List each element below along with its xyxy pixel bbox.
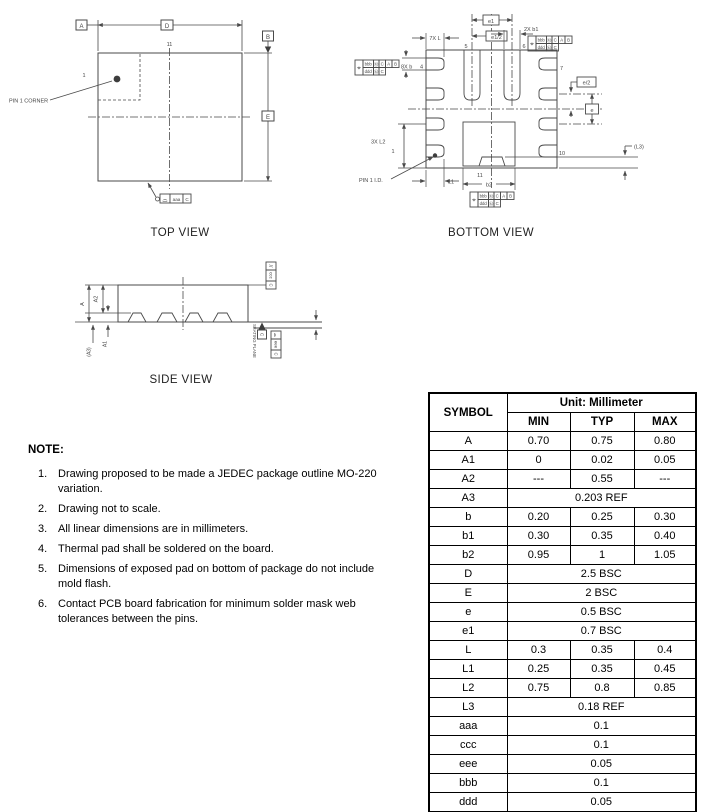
table-row [429, 660, 696, 679]
table-cell: 0.35 [570, 527, 634, 546]
note-number: 2. [38, 503, 48, 515]
note-item [28, 522, 400, 537]
table-cell: 0.1 [507, 774, 696, 793]
thermal-pad-notch [479, 157, 505, 166]
table-row [429, 546, 696, 565]
table-cell: 0.3 [507, 641, 570, 660]
table-cell: 0.45 [634, 660, 696, 679]
table-cell: 0.05 [507, 793, 696, 812]
note-number: 6. [38, 598, 48, 610]
note-text: Drawing proposed to be made a JEDEC package outline MO-220 variation. [58, 468, 377, 495]
table-cell: L2 [429, 679, 507, 698]
table-cell: 0.1 [507, 736, 696, 755]
table-cell: 0.4 [634, 641, 696, 660]
pin11-label: 11 [477, 173, 483, 179]
table-row [429, 432, 696, 451]
note-number: 4. [38, 543, 48, 555]
table-cell: 0.5 BSC [507, 603, 696, 622]
dim-l3-label: (L3) [634, 144, 644, 151]
table-cell: E [429, 584, 507, 603]
fcf-ccc-datum: C [268, 283, 274, 287]
table-row [429, 527, 696, 546]
table-cell: b2 [429, 546, 507, 565]
note-number: 3. [38, 523, 48, 535]
table-cell: L1 [429, 660, 507, 679]
dimension-table [428, 392, 697, 812]
dim-table-body [429, 432, 696, 812]
table-cell: 1.05 [634, 546, 696, 565]
table-cell: e [429, 603, 507, 622]
lead-bumps [128, 313, 232, 322]
table-row [429, 603, 696, 622]
table-cell: 0.30 [634, 508, 696, 527]
pin11-label: 11 [166, 42, 173, 48]
table-row [429, 451, 696, 470]
symbol-header-cell: SYMBOL [429, 393, 507, 432]
table-cell: 0.30 [507, 527, 570, 546]
table-cell: 0.25 [570, 508, 634, 527]
dim-a2-label: A2 [93, 295, 100, 303]
table-row [429, 470, 696, 489]
table-row [429, 774, 696, 793]
notes-section [28, 443, 400, 632]
top-view-caption: TOP VIEW [150, 227, 210, 239]
table-row [429, 565, 696, 584]
table-cell: 0.35 [570, 660, 634, 679]
table-cell: D [429, 565, 507, 584]
table-cell: e1 [429, 622, 507, 641]
table-cell: ccc [429, 736, 507, 755]
table-row [429, 622, 696, 641]
table-cell: 0.18 REF [507, 698, 696, 717]
table-cell: 0.05 [634, 451, 696, 470]
table-cell: ddd [429, 793, 507, 812]
pin7-label: 7 [560, 66, 564, 72]
note-number: 1. [38, 468, 48, 480]
table-cell: 0.05 [507, 755, 696, 774]
table-cell: 0.8 [570, 679, 634, 698]
unit-header-cell: Unit: Millimeter [507, 393, 696, 413]
table-row [429, 755, 696, 774]
dim-e-label: E [265, 114, 271, 121]
pin1-label: 1 [391, 149, 395, 155]
dim-7xl-label: 7X L [429, 36, 441, 43]
dim-e-label: e [590, 107, 594, 114]
table-cell: 0.7 BSC [507, 622, 696, 641]
pin10-label: 10 [559, 151, 566, 157]
seating-plane-label: SEATING PLANE [252, 324, 257, 358]
table-cell: 0.20 [507, 508, 570, 527]
datum-b-label: B [265, 34, 271, 41]
table-row [429, 508, 696, 527]
dim-a-label: A [80, 302, 86, 306]
table-cell: 0.40 [634, 527, 696, 546]
dim-d-label: D [164, 23, 170, 30]
table-cell: 0.95 [507, 546, 570, 565]
dim-e1-label: e1 [487, 18, 495, 25]
dim-ehalf-label: e/2 [582, 80, 591, 87]
fcf-aaa-datum: C [185, 197, 189, 202]
table-cell: 0.02 [570, 451, 634, 470]
note-item [28, 597, 400, 627]
table-cell: 0.25 [507, 660, 570, 679]
table-row [429, 736, 696, 755]
dim-3xl2-label: 3X L2 [371, 139, 386, 146]
table-cell: 0.35 [570, 641, 634, 660]
fcf-eee-label: eee [273, 340, 279, 349]
table-cell: 0.203 REF [507, 489, 696, 508]
dim-2xb1-label: 2X b1 [524, 27, 539, 33]
table-cell: 0.55 [570, 470, 634, 489]
table-cell: A1 [429, 451, 507, 470]
package-outline-drawing: ⌖ bbb Ⓜ C A B ddd Ⓜ C A D B E 11 1 PIN 1 CORNER ⌓ aaa C e1 e1/2 7X L 2X b1 8X b 4 5 6 7 10 1 11 3X L2 PIN 1 I.D. L1 b2 e/2 e (L3) A A2 A1 (A3) // ccc C SEATING PLANE C ⌓ eee C [2, 1, 644, 358]
table-cell: 2 BSC [507, 584, 696, 603]
table-row [429, 793, 696, 812]
dim-a3-label: (A3) [86, 347, 93, 357]
datum-a-label: A [79, 23, 84, 30]
note-text: All linear dimensions are in millimeters. [58, 523, 249, 535]
pin1-marker-dot [114, 76, 121, 83]
fcf-ccc-label: ccc [268, 272, 274, 279]
table-cell: L3 [429, 698, 507, 717]
pin4-label: 4 [419, 64, 424, 71]
dim-l1-label: L1 [448, 179, 455, 186]
note-item [28, 502, 400, 517]
note-number: 5. [38, 563, 48, 575]
table-cell: 0.70 [507, 432, 570, 451]
notes-title: NOTE: [28, 444, 64, 456]
max-header-cell: MAX [634, 413, 696, 432]
table-cell: A [429, 432, 507, 451]
pin1-corner-label: PIN 1 CORNER [9, 98, 49, 105]
min-header-cell: MIN [507, 413, 570, 432]
table-cell: --- [507, 470, 570, 489]
table-cell: 0 [507, 451, 570, 470]
table-row [429, 584, 696, 603]
note-text: Contact PCB board fabrication for minimum solder mask web tolerances between the pins. [58, 598, 356, 625]
note-item [28, 562, 400, 592]
table-row [429, 698, 696, 717]
pin1-id-label: PIN 1 I.D. [359, 178, 383, 184]
dim-a1-label: A1 [102, 340, 109, 348]
profile-symbol-icon: ⌓ [162, 196, 168, 204]
dim-e1half-label: e1/2 [491, 34, 502, 41]
table-cell: 0.80 [634, 432, 696, 451]
table-cell: 0.85 [634, 679, 696, 698]
thermal-pad [463, 122, 515, 166]
dim-b2-label: b2 [485, 182, 493, 189]
table-cell: --- [634, 470, 696, 489]
note-text: Drawing not to scale. [58, 503, 161, 515]
note-text: Dimensions of exposed pad on bottom of package do not include mold flash. [58, 563, 375, 590]
typ-header-cell: TYP [570, 413, 634, 432]
table-row [429, 641, 696, 660]
bottom-view-drawing [355, 14, 644, 207]
top-view-drawing [9, 20, 274, 204]
fcf-aaa-label: aaa [172, 197, 181, 202]
dim-8xb-label: 8X b [401, 64, 413, 71]
note-text: Thermal pad shall be soldered on the board. [58, 543, 274, 555]
table-header-row [429, 393, 696, 413]
table-row [429, 489, 696, 508]
table-row [429, 717, 696, 736]
right-pads [539, 58, 557, 157]
table-cell: b [429, 508, 507, 527]
left-pads [426, 58, 444, 157]
table-row [429, 679, 696, 698]
table-cell: eee [429, 755, 507, 774]
table-cell: bbb [429, 774, 507, 793]
fcf-eee-datum: C [273, 352, 279, 356]
table-cell: 0.75 [507, 679, 570, 698]
bottom-view-caption: BOTTOM VIEW [448, 227, 534, 239]
side-view-drawing [75, 262, 322, 358]
table-cell: aaa [429, 717, 507, 736]
datum-c-label: C [259, 332, 265, 337]
pin1-label: 1 [82, 73, 86, 79]
pin5-label: 5 [464, 44, 468, 50]
table-cell: 0.1 [507, 717, 696, 736]
table-cell: 2.5 BSC [507, 565, 696, 584]
table-cell: b1 [429, 527, 507, 546]
profile-symbol-icon: ⌓ [272, 333, 278, 337]
table-cell: 0.75 [570, 432, 634, 451]
note-item [28, 542, 400, 557]
side-view-caption: SIDE VIEW [149, 374, 213, 386]
table-cell: A3 [429, 489, 507, 508]
note-item [28, 467, 400, 497]
table-cell: L [429, 641, 507, 660]
table-cell: A2 [429, 470, 507, 489]
parallelism-symbol-icon: // [267, 264, 273, 268]
pin6-label: 6 [522, 44, 526, 50]
table-cell: 1 [570, 546, 634, 565]
datum-c-flag-icon [259, 323, 266, 330]
